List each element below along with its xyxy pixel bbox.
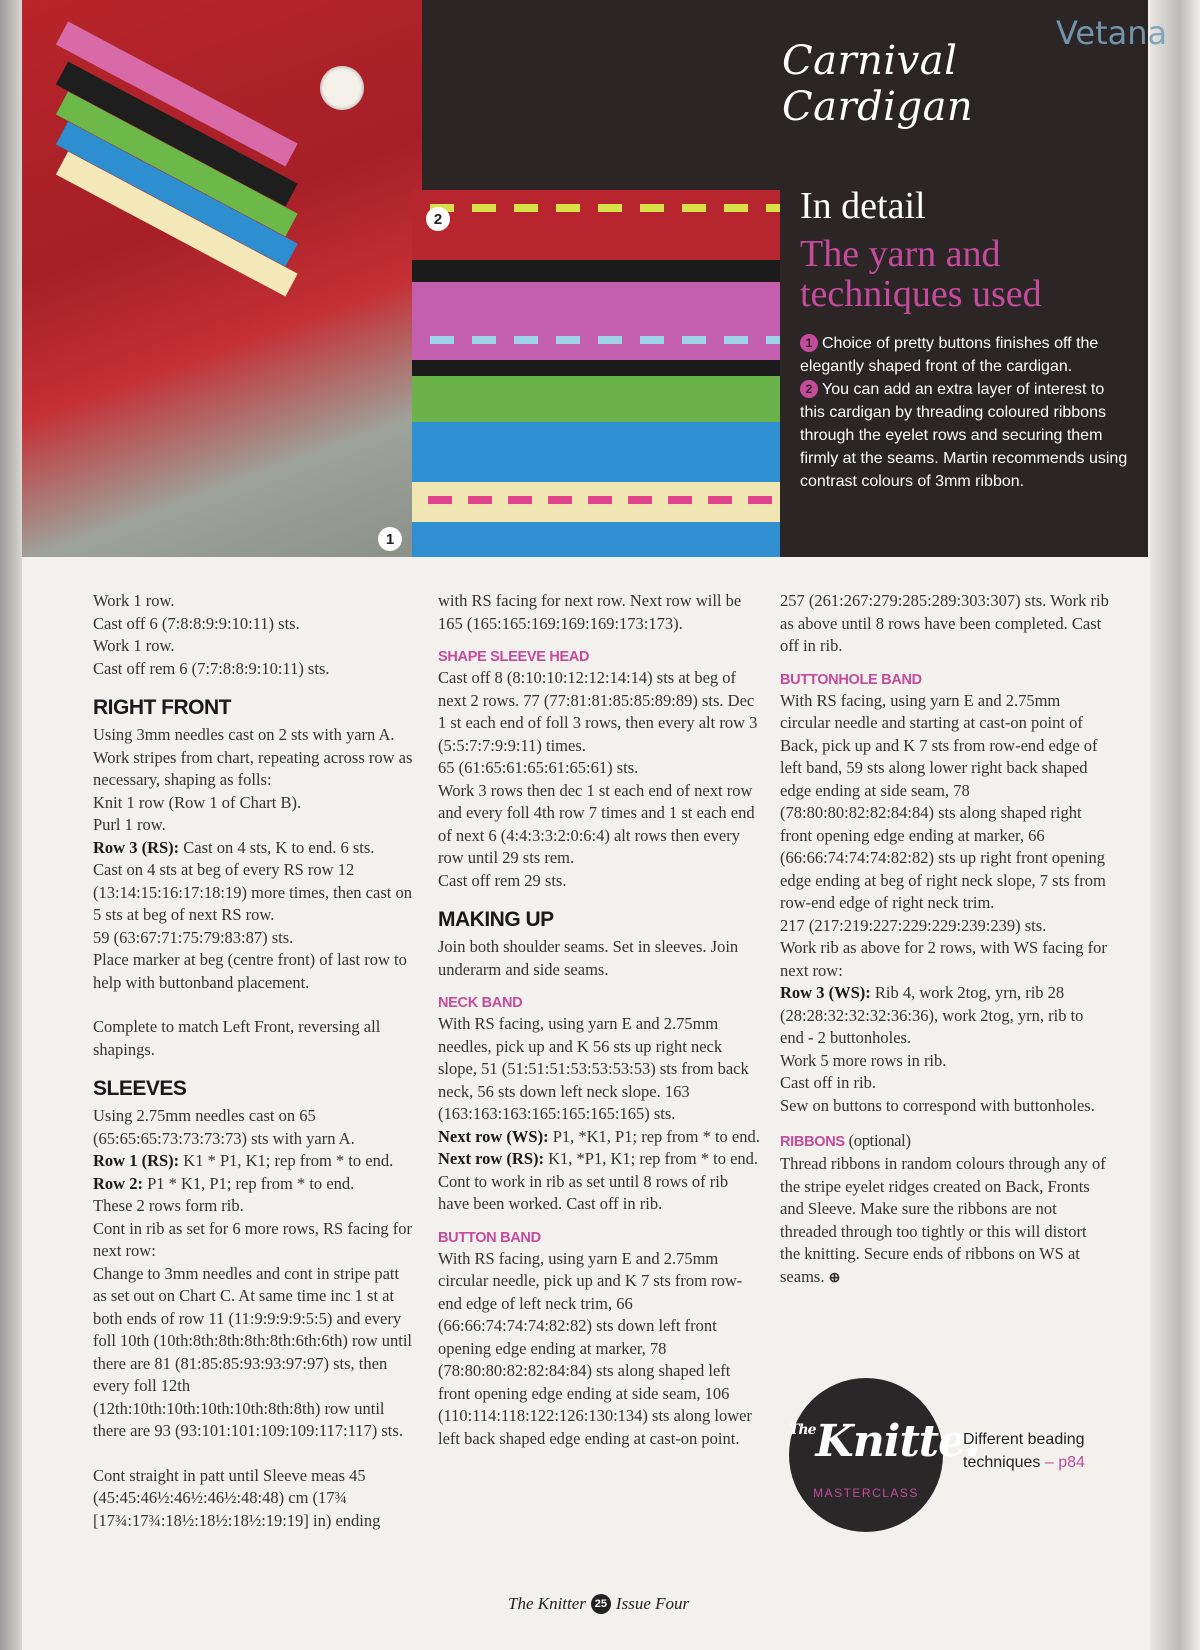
row-text: K1, *P1, K1; rep from * to end. (544, 1149, 759, 1168)
detail-number-icon: 2 (800, 380, 818, 398)
paragraph: Complete to match Left Front, reversing all shapings. (93, 1017, 381, 1059)
knit-band (412, 190, 780, 260)
paragraph (93, 837, 413, 860)
paragraph: with RS facing for next row. Next row will be 165 (165:165:169:169:169:173:173). (438, 591, 742, 633)
paragraph: Cast off 8 (8:10:10:12:12:14:14) sts at beg of next 2 rows. 77 (77:81:81:85:85:89:89) sts. Dec 1 st each end of foll 3 rows, then every alt row 3 (5:5:7:7:9:9:11) times. (438, 668, 758, 755)
knitter-masterclass-logo (789, 1378, 988, 1532)
end-mark-icon: ⊕ (828, 1268, 841, 1285)
row-label: Row 1 (RS): (93, 1151, 180, 1170)
row-label: Next row (WS): (438, 1126, 549, 1146)
detail-number-icon: 1 (800, 334, 818, 352)
row-label: Row 2: (93, 1173, 143, 1193)
paragraph: Cast off rem 29 sts. (438, 870, 567, 890)
column-1 (93, 590, 413, 1532)
paragraph: Cont straight in patt until Sleeve meas 45 (45:45:46½:46½:46½:48:48) cm (17¾ [17¾:17¾:18½:18½:18½:19:19] in) ending (93, 1465, 381, 1530)
text-line: Cast off rem 6 (7:7:8:8:9:10:11) sts. (93, 658, 330, 678)
section-heading-sleeves: SLEEVES (93, 1077, 187, 1100)
footer-issue: Issue Four (615, 1594, 690, 1613)
ribbons-heading: RIBBONS (780, 1134, 845, 1150)
cardigan-button-icon (320, 66, 364, 110)
row-text: P1 * K1, P1; rep from * to end. (142, 1173, 355, 1193)
paragraph: Purl 1 row. (93, 815, 166, 834)
logo-wordmark (789, 1416, 988, 1467)
column-2 (438, 590, 760, 1450)
paragraph: Cont in rib as set for 6 more rows, RS facing for next row: (93, 1218, 412, 1260)
promo-page-ref: – p84 (1044, 1454, 1085, 1471)
paragraph (93, 1150, 413, 1173)
knit-band (412, 360, 780, 376)
paragraph: Work 3 rows then dec 1 st each end of next row and every foll 4th row 7 times and 1 st each end of next 6 (4:4:3:3:2:0:6:4) alt rows then every row until 29 sts rem. (438, 780, 755, 867)
footer-magazine: The Knitter (508, 1594, 586, 1613)
knit-band (412, 260, 780, 282)
detail-item: You can add an extra layer of interest to this cardigan by threading coloured ribbons through the eyelet rows and securing them firmly at the seams. Martin recommends using contrast colours of 3mm ribbon. (800, 381, 1128, 490)
spacer (93, 994, 413, 1016)
knit-band (412, 376, 780, 422)
page-title: Carnival Cardigan (782, 38, 974, 130)
promo-text (963, 1428, 1113, 1474)
section-heading-making-up: MAKING UP (438, 908, 554, 931)
row-text: Cast on 4 sts, K to end. 6 sts. (179, 837, 375, 857)
column-3 (780, 590, 1110, 1288)
paragraph: 65 (61:65:61:65:61:65:61) sts. (438, 758, 639, 777)
section-heading-shape-sleeve-head: SHAPE SLEEVE HEAD (438, 649, 590, 665)
hero-panel (22, 0, 1148, 557)
paragraph: Place marker at beg (centre front) of last row to help with buttonband placement. (93, 950, 407, 992)
paragraph: Using 3mm needles cast on 2 sts with yarn A. Work stripes from chart, repeating across row as necessary, shaping as folls: (93, 725, 413, 789)
row-label: Row 3 (RS): (93, 837, 180, 857)
page-footer (508, 1594, 689, 1614)
paragraph: 217 (217:219:227:229:229:239:239) sts. (780, 915, 1047, 935)
logo-prefix: The (789, 1422, 816, 1438)
paragraph: 59 (63:67:71:75:79:83:87) sts. (93, 927, 294, 947)
paragraph: Cont to work in rib as set until 8 rows of rib have been worked. Cast off in rib. (438, 1171, 729, 1213)
paragraph (780, 1153, 1110, 1288)
section-heading-ribbons (780, 1131, 1110, 1151)
paragraph: With RS facing, using yarn E and 2.75mm needles, pick up and K 56 sts up right neck slope, 51 (51:51:51:53:53:53:53) sts from back neck, 56 sts down left neck slope. 163 (163:163:163:165:165:165:165) sts. (438, 1014, 749, 1123)
ribbons-text: Thread ribbons in random colours through any of the stripe eyelet ridges created on Back, Fronts and Sleeve. Make sure the ribbons are not threaded through too tightly or this will distort the knitting. Secure ends of ribbons on WS at seams. (780, 1154, 1106, 1286)
ribbon-blue (412, 336, 780, 344)
paragraph: 257 (261:267:279:285:289:303:307) sts. Work rib as above until 8 rows have been completed. Cast off in rib. (780, 591, 1109, 655)
cardigan-photo (22, 0, 422, 557)
paragraph (438, 1126, 760, 1149)
paragraph: Knit 1 row (Row 1 of Chart B). (93, 792, 302, 812)
page-number: 25 (591, 1594, 611, 1614)
page-spine (0, 0, 22, 1650)
watermark: Vetana (1056, 14, 1168, 52)
paragraph: These 2 rows form rib. (93, 1196, 244, 1215)
logo-word: Knitter (815, 1416, 988, 1467)
page-edge (1150, 0, 1200, 1650)
photo-badge-2: 2 (426, 207, 450, 231)
paragraph (438, 1148, 760, 1171)
paragraph: Using 2.75mm needles cast on 65 (65:65:65:73:73:73:73) sts with yarn A. (93, 1106, 355, 1148)
promo-label: Different beading techniques (963, 1431, 1085, 1471)
spacer (93, 1443, 413, 1465)
logo-sub: MASTERCLASS (813, 1486, 919, 1500)
row-text: Rib 4, work 2tog, yrn, rib 28 (28:28:32:32:32:36:36), work 2tog, yrn, rib to end - 2 buttonholes. (780, 983, 1084, 1047)
paragraph: Work rib as above for 2 rows, with WS facing for next row: (780, 938, 1107, 980)
detail-header (800, 184, 1130, 314)
text-line: Cast off 6 (7:8:8:9:9:10:11) sts. (93, 613, 300, 633)
paragraph: With RS facing, using yarn E and 2.75mm circular needle and starting at cast-on point of Back, pick up and K 7 sts from row-end edge of left band, 59 sts along lower right back shaped edge ending at side seam, 78 (78:80:80:82:82:84:84) sts along shaped right front opening edge ending at marker, 66 (66:66:74:74:74:82:82) sts up right front opening edge ending at beg of right neck slope, 7 sts from row-end edge of right neck trim. (780, 690, 1106, 912)
knit-band (412, 282, 780, 360)
paragraph: Join both shoulder seams. Set in sleeves. Join underarm and side seams. (438, 937, 739, 979)
ribbon-yellow (412, 204, 780, 212)
row-label: Next row (RS): (438, 1149, 545, 1168)
photo-badge-1: 1 (378, 527, 402, 551)
row-label: Row 3 (WS): (780, 983, 871, 1002)
paragraph: Sew on buttons to correspond with buttonholes. (780, 1095, 1095, 1115)
row-text: K1 * P1, K1; rep from * to end. (179, 1151, 394, 1170)
paragraph (93, 1173, 413, 1196)
detail-item: Choice of pretty buttons finishes off the elegantly shaped front of the cardigan. (800, 335, 1099, 375)
text-line: Work 1 row. (93, 591, 175, 610)
knit-band (412, 422, 780, 482)
paragraph: Work 5 more rows in rib. (780, 1050, 947, 1070)
ribbons-optional: (optional) (844, 1131, 911, 1150)
section-heading-buttonhole-band: BUTTONHOLE BAND (780, 671, 922, 688)
detail-subheading: The yarn and techniques used (800, 233, 1042, 315)
paragraph: Change to 3mm needles and cont in stripe patt as set out on Chart C. At same time inc 1 st at both ends of row 11 (11:9:9:9:9:5:5) and every foll 10th (10th:8th:8th:8th:8th:6th:6th) row until there are 81 (81:85:85:93:93:97:97) sts, then every foll 12th (12th:10th:10th:10th:10th:8th:8th) row until there are 93 (93:101:101:109:109:117:117) sts. (93, 1263, 412, 1440)
detail-heading: In detail (800, 185, 926, 227)
paragraph: Cast off in rib. (780, 1073, 876, 1092)
paragraph: Cast on 4 sts at beg of every RS row 12 (13:14:15:16:17:18:19) more times, then cast on 5 sts at beg of next RS row. (93, 860, 412, 924)
section-heading-right-front: RIGHT FRONT (93, 696, 231, 719)
section-heading-neck-band: NECK BAND (438, 995, 523, 1011)
knit-band (412, 522, 780, 557)
knit-detail-photo (412, 190, 780, 557)
paragraph: With RS facing, using yarn E and 2.75mm circular needle, pick up and K 7 sts from row-end edge of left neck trim, 66 (66:66:74:74:74:82:82) sts down left front opening edge ending at marker, 78 (78:80:80:82:82:84:84) sts along shaped left front opening edge ending at side seam, 106 (110:114:118:122:126:130:134) sts along lower left back shaped edge ending at cast-on point. (438, 1248, 752, 1448)
section-heading-button-band: BUTTON BAND (438, 1229, 541, 1246)
ribbon-pink (412, 496, 780, 504)
text-line: Work 1 row. (93, 636, 175, 655)
row-text: P1, *K1, P1; rep from * to end. (548, 1126, 760, 1146)
detail-list (800, 332, 1130, 493)
paragraph (780, 982, 1110, 1050)
